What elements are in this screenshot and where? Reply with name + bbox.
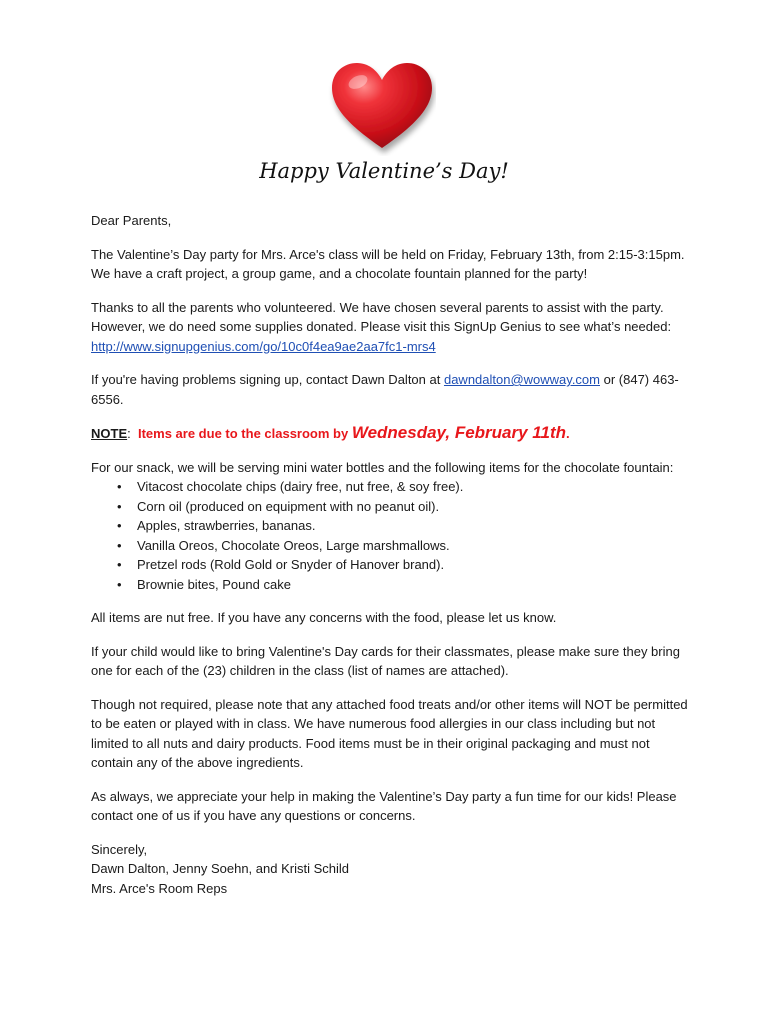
- bullet-icon: •: [117, 537, 122, 553]
- food-allergy-paragraph: Though not required, please note that any attached food treats and/or other items will NOT be permitted to be eaten or played with in class. We have numerous food allergies in our class including but not limited to all nuts and dairy products. Food items must be in their original packaging and must not contain any of the above ingredients.: [91, 696, 688, 770]
- valentine-cards-paragraph: If your child would like to bring Valentine's Day cards for their classmates, please make sure they bring one for each of the (23) children in the class (list of names are attached).: [91, 643, 680, 678]
- contact-text: If you're having problems signing up, contact Dawn Dalton at: [91, 372, 444, 387]
- note-text: Items are due to the classroom by: [137, 426, 352, 441]
- note-line: [91, 423, 691, 444]
- bullet-icon: •: [117, 576, 122, 592]
- snack-list: [91, 477, 691, 594]
- contact-phone: or (847) 463-6556.: [91, 372, 679, 407]
- contact-email-link[interactable]: dawndalton@wowway.com: [443, 372, 600, 387]
- list-item: • Vanilla Oreos, Chocolate Oreos, Large marshmallows.: [91, 536, 691, 556]
- volunteers-paragraph: [91, 298, 691, 357]
- note-due-date: Wednesday, February 11th: [351, 423, 566, 442]
- list-item: • Apples, strawberries, bananas.: [91, 516, 691, 536]
- signatory-role: Mrs. Arce's Room Reps: [91, 880, 228, 896]
- note-label: NOTE: [91, 426, 128, 441]
- page-title: Happy Valentine’s Day!: [259, 159, 509, 183]
- note-colon: :: [127, 426, 131, 441]
- bullet-icon: •: [117, 557, 122, 572]
- heart-icon: [328, 60, 436, 156]
- nut-free-paragraph: All items are nut free. If you have any concerns with the food, please let us know.: [91, 610, 557, 625]
- appreciation-paragraph: As always, we appreciate your help in making the Valentine’s Day party a fun time for our kids! Please contact one of us if you have any questions or concerns.: [91, 788, 677, 823]
- list-item: • Corn oil (produced on equipment with no peanut oil).: [91, 497, 691, 517]
- note-period: .: [566, 426, 570, 441]
- letter-body: [91, 211, 691, 898]
- signoff: [91, 840, 691, 899]
- signatory-names: Dawn Dalton, Jenny Soehn, and Kristi Schild: [91, 861, 349, 876]
- list-item: • Vitacost chocolate chips (dairy free, nut free, & soy free).: [91, 477, 691, 497]
- party-details-paragraph: The Valentine’s Day party for Mrs. Arce's class will be held on Friday, February 13th, from 2:15-3:15pm. We have a craft project, a group game, and a chocolate fountain planned for the party!: [91, 246, 685, 281]
- signup-genius-link[interactable]: http://www.signupgenius.com/go/10c0f4ea9ae2aa7fc1-mrs4: [91, 338, 436, 354]
- bullet-icon: •: [117, 479, 122, 494]
- volunteers-text: Thanks to all the parents who volunteered. We have chosen several parents to assist with the party. However, we do need some supplies donated. Please visit this SignUp Genius to see what’s needed:: [91, 299, 672, 334]
- snack-intro: For our snack, we will be serving mini water bottles and the following items for the chocolate fountain:: [91, 459, 674, 475]
- list-item: • Pretzel rods (Rold Gold or Snyder of Hanover brand).: [91, 555, 691, 575]
- bullet-icon: •: [117, 518, 122, 533]
- closing: Sincerely,: [91, 841, 148, 857]
- bullet-icon: •: [117, 498, 122, 514]
- list-item: • Brownie bites, Pound cake: [91, 575, 691, 595]
- greeting: Dear Parents,: [91, 213, 172, 228]
- contact-paragraph: [91, 370, 691, 409]
